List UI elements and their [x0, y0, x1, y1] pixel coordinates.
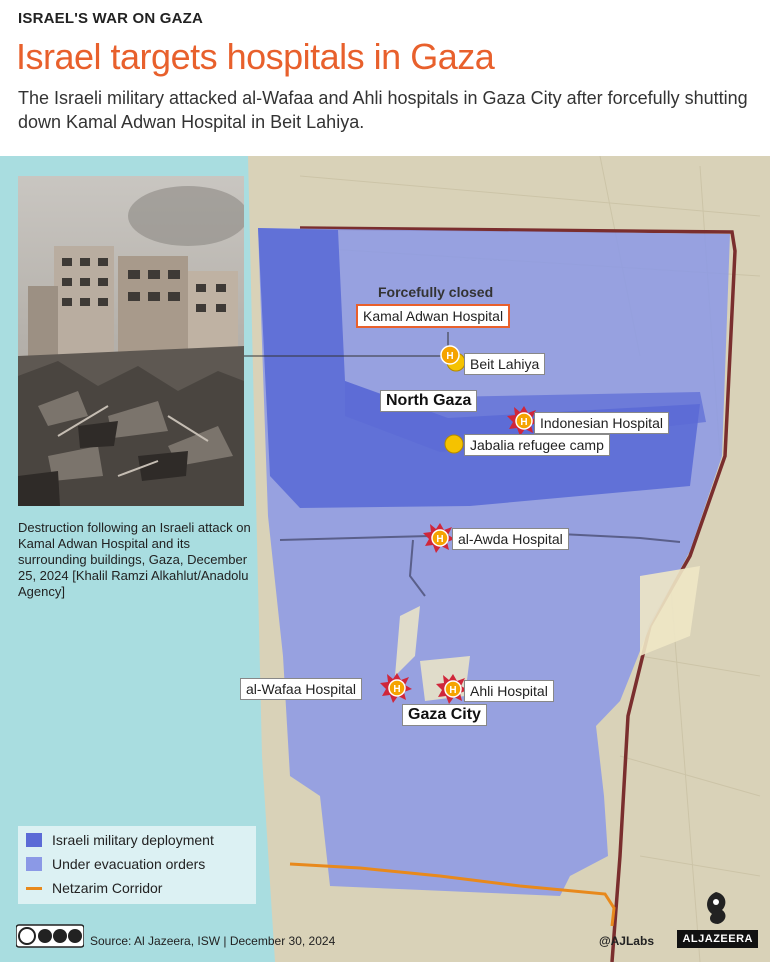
al-wafaa-hospital-label: al-Wafaa Hospital — [240, 678, 362, 700]
creative-commons-icon — [16, 924, 84, 948]
legend-label: Israeli military deployment — [52, 832, 214, 848]
page-subtitle: The Israeli military attacked al-Wafaa and Ahli hospitals in Gaza City after forcefully shutting down Kamal Adwan Hospital in Beit Lahiya. — [18, 88, 748, 132]
hospital-h-letter: H — [393, 684, 401, 695]
legend-swatch — [26, 833, 42, 847]
photo-image — [18, 176, 244, 506]
photo-caption: Destruction following an Israeli attack on Kamal Adwan Hospital and its surrounding buildings, Gaza, December 25, 2024 [Khalil Ramzi Alkahlut/Anadolu Agency] — [18, 520, 251, 599]
hospital-h-letter: H — [446, 351, 454, 362]
legend-item-netzarim — [26, 880, 162, 896]
kamal-adwan-label: Kamal Adwan Hospital — [356, 304, 510, 328]
legend-swatch — [26, 887, 42, 893]
legend-item-deployment — [26, 832, 214, 848]
al-awda-hospital-label: al-Awda Hospital — [452, 528, 569, 550]
gaza-city-label: Gaza City — [402, 704, 487, 726]
jabalia-label: Jabalia refugee camp — [464, 434, 610, 456]
ajlabs-handle: @AJLabs — [598, 934, 654, 948]
map-legend — [18, 826, 256, 904]
kicker: ISRAEL'S WAR ON GAZA — [18, 10, 204, 27]
page-title: Israel targets hospitals in Gaza — [16, 36, 495, 77]
jabalia-marker — [445, 435, 463, 453]
legend-swatch — [26, 857, 42, 871]
hospital-h-letter: H — [436, 534, 444, 545]
hospital-h-letter: H — [520, 417, 528, 428]
north-gaza-label: North Gaza — [380, 390, 477, 412]
destruction-photo — [18, 176, 244, 506]
legend-item-evacuation — [26, 856, 205, 872]
legend-label: Under evacuation orders — [52, 856, 206, 872]
footer — [0, 924, 770, 962]
beit-lahiya-label: Beit Lahiya — [464, 353, 545, 375]
legend-label: Netzarim Corridor — [52, 880, 163, 896]
aljazeera-logo-icon — [698, 888, 734, 928]
indonesian-hospital-label: Indonesian Hospital — [534, 412, 669, 434]
forcefully-closed-label: Forcefully closed — [378, 284, 494, 300]
aljazeera-brand: ALJAZEERA — [677, 930, 758, 948]
ahli-hospital-label: Ahli Hospital — [464, 680, 554, 702]
hospital-h-letter: H — [449, 685, 457, 696]
source-line: Source: Al Jazeera, ISW | December 30, 2024 — [90, 934, 336, 948]
